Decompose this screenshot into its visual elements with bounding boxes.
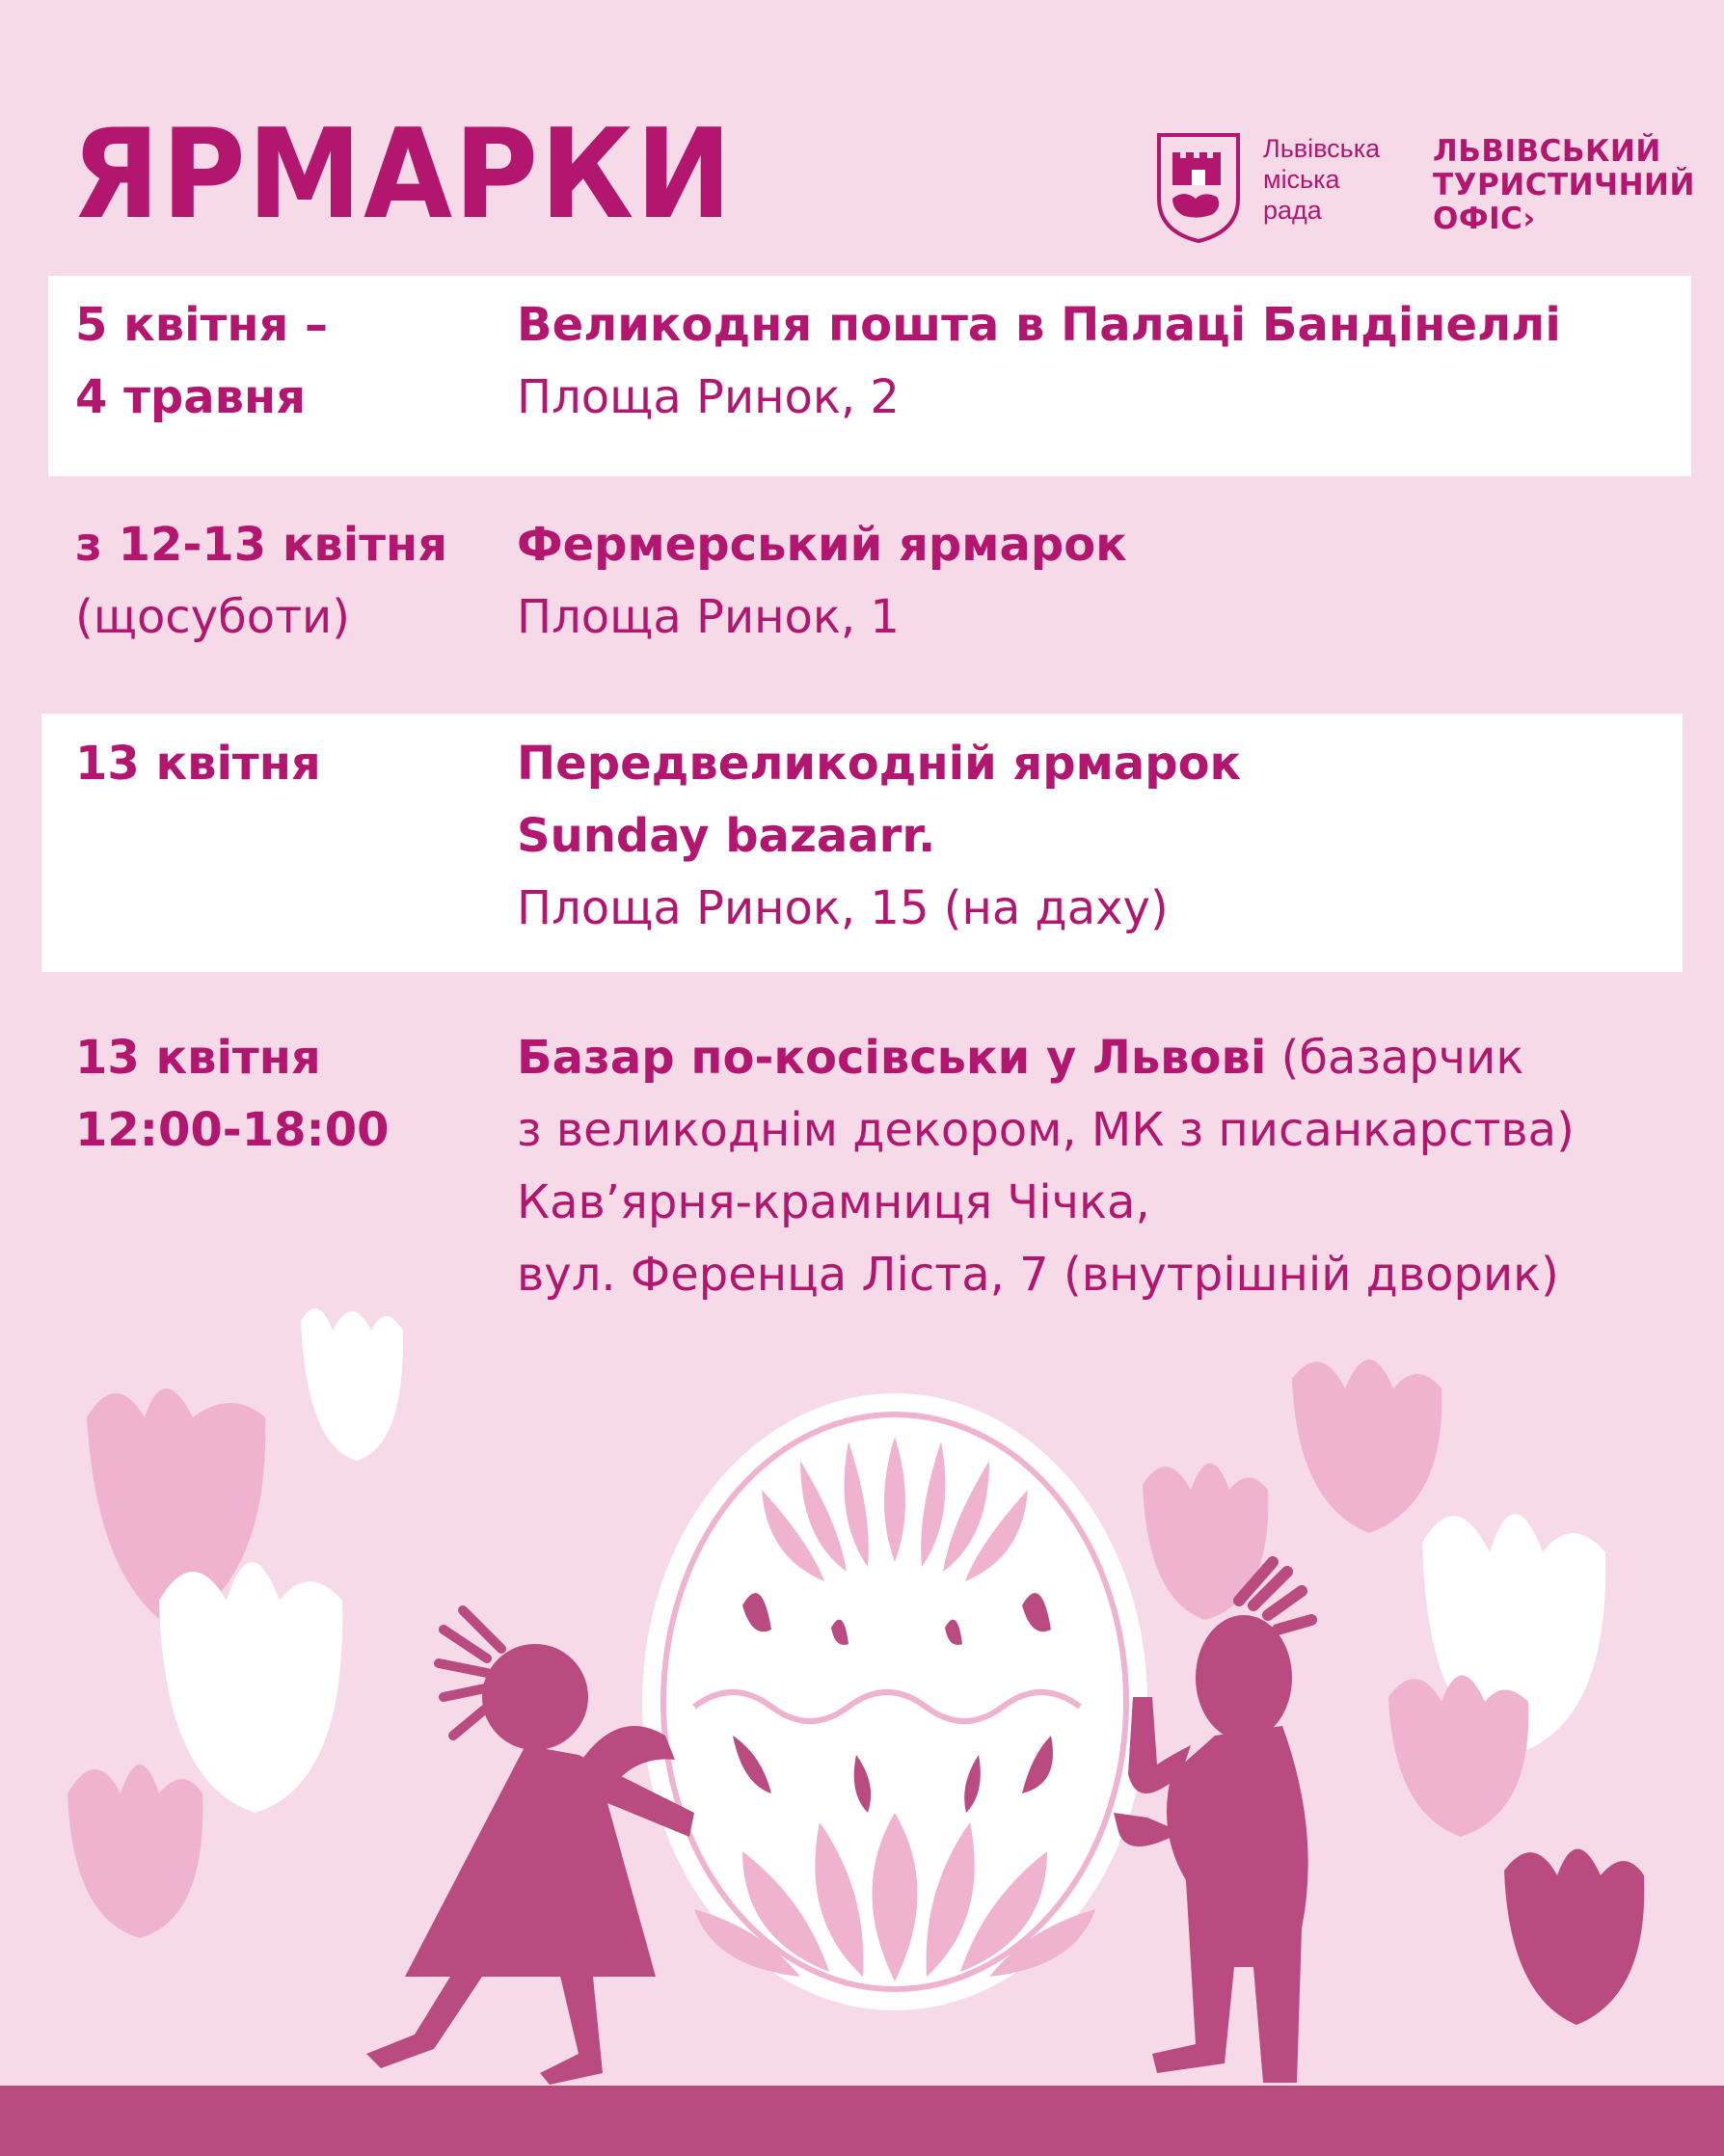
tourist-office-word: ОФІС — [1433, 202, 1523, 236]
event-1-name: Великодня пошта в Палаці Бандінеллі — [517, 298, 1561, 352]
city-council-logo-text — [1263, 133, 1380, 226]
event-1-address: Площа Ринок, 2 — [517, 370, 900, 424]
tourist-office-arrow: › — [1522, 202, 1536, 236]
event-4-name: Базар по-косівськи у Львові — [517, 1031, 1267, 1085]
tourist-office-line-1: ЛЬВІВСЬКИЙ — [1433, 134, 1661, 169]
boy-figure-icon — [1114, 1562, 1311, 2083]
event-3-address: Площа Ринок, 15 (на даху) — [517, 881, 1169, 935]
event-4-date-line-2: 12:00-18:00 — [75, 1103, 390, 1157]
tulip-left-pink-low-icon — [67, 1765, 202, 1938]
event-2-name: Фермерський ярмарок — [517, 518, 1127, 572]
event-1-date-line-2: 4 травня — [75, 370, 307, 424]
event-3-info — [517, 728, 1241, 945]
city-council-line-1: Львівська — [1263, 134, 1381, 163]
event-3-date-line-1: 13 квітня — [75, 737, 321, 791]
event-4-name-line — [517, 1022, 1575, 1094]
tourist-office-logo — [1433, 135, 1695, 236]
event-4-line-2: з великоднім декором, МК з писанкарства) — [517, 1103, 1575, 1157]
easter-illustration — [0, 1282, 1724, 2092]
tourist-office-line-2: ТУРИСТИЧНИЙ — [1433, 168, 1695, 202]
city-coat-of-arms-icon — [1155, 131, 1242, 245]
event-4-info — [517, 1022, 1575, 1311]
event-1-date — [75, 289, 328, 434]
event-3-name-line-2: Sunday bazaarr. — [517, 809, 936, 863]
event-2-date-line-2: (щосуботи) — [75, 590, 350, 644]
tulip-left-white-big-icon — [159, 1562, 342, 1813]
easter-egg-icon — [642, 1393, 1147, 2010]
city-council-line-2: міська — [1263, 165, 1340, 194]
tourist-office-line-3 — [1433, 202, 1695, 236]
event-2-info — [517, 509, 1127, 654]
tulip-right-pink-top-icon — [1292, 1360, 1441, 1533]
tulip-left-white-top-icon — [301, 1308, 403, 1461]
event-4-line-4: вул. Ференца Ліста, 7 (внутрішній дворик) — [517, 1248, 1559, 1302]
city-council-line-3: рада — [1263, 196, 1322, 225]
event-1-info — [517, 289, 1561, 434]
tulip-right-pink-low-icon — [1388, 1676, 1528, 1838]
event-1-date-line-1: 5 квітня – — [75, 298, 329, 352]
event-2-date — [75, 509, 447, 654]
event-4-name-note: (базарчик — [1266, 1031, 1524, 1085]
footer-bar — [0, 2086, 1724, 2156]
event-3-name: Передвеликодній ярмарок — [517, 737, 1242, 791]
event-2-address: Площа Ринок, 1 — [517, 590, 900, 644]
event-4-date — [75, 1022, 390, 1167]
event-2-date-line-1: з 12-13 квітня — [75, 518, 448, 572]
tulip-right-magenta-icon — [1504, 1849, 1644, 2026]
event-4-line-3: Кав’ярня-крамниця Чічка, — [517, 1175, 1150, 1229]
page-title: ЯРМАРКИ — [71, 103, 734, 247]
event-4-date-line-1: 13 квітня — [75, 1031, 321, 1085]
event-3-date — [75, 728, 321, 800]
